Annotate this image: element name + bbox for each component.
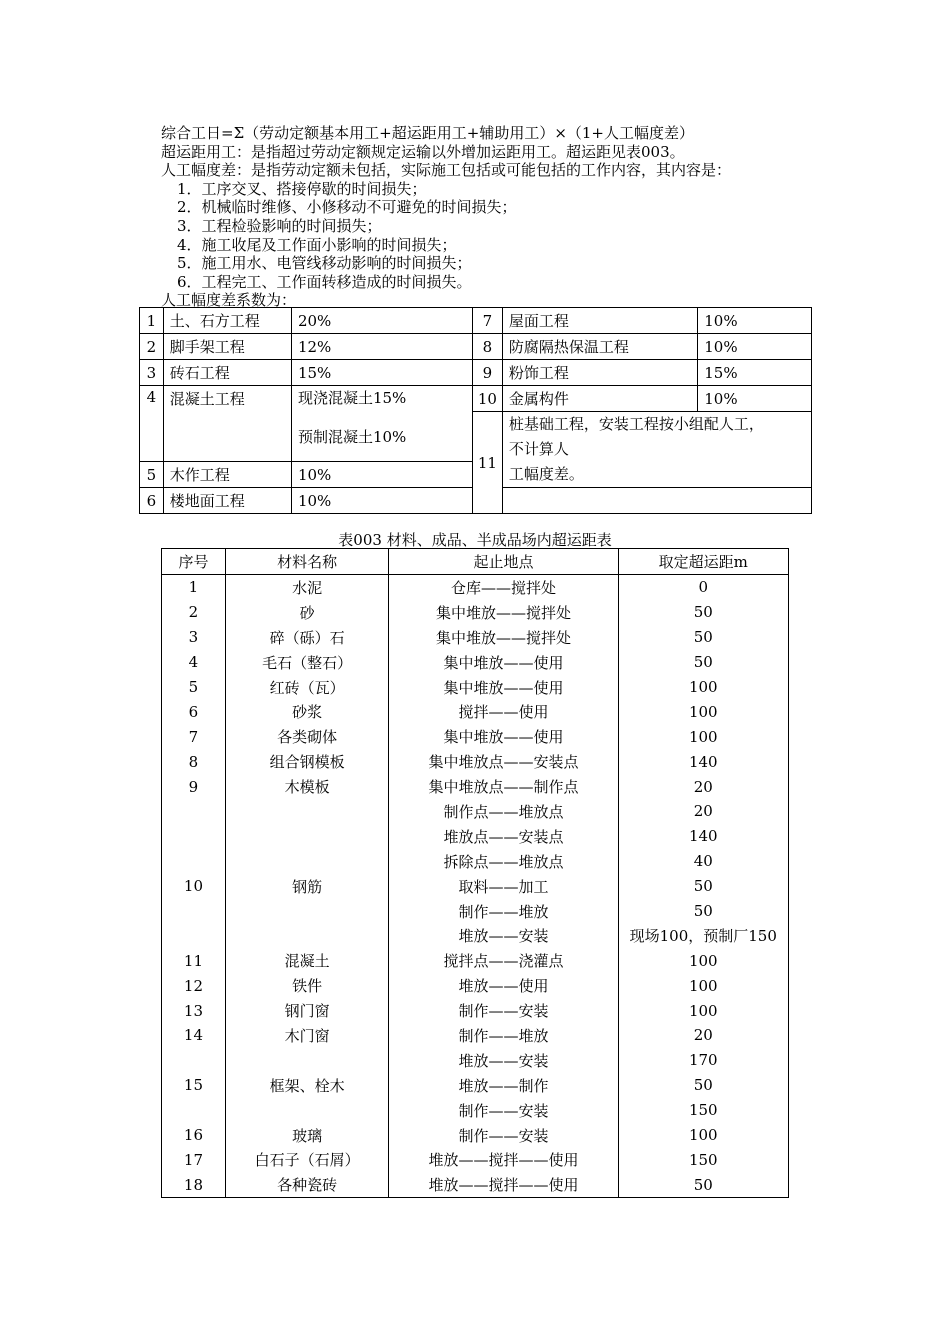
table-row <box>162 923 789 948</box>
row-number-cell: 18 <box>162 1172 226 1197</box>
distance-cell: 50 <box>618 625 788 650</box>
list-item: 3．工程检验影响的时间损失； <box>177 216 382 235</box>
table-row: 6 楼地面工程 10% <box>140 488 812 514</box>
table-row <box>162 849 789 874</box>
row-number-cell: 11 <box>162 948 226 973</box>
distance-cell: 100 <box>618 675 788 700</box>
distance-cell: 100 <box>618 699 788 724</box>
material-name-cell: 木模板 <box>225 774 389 799</box>
table-row <box>162 625 789 650</box>
list-item: 4．施工收尾及工作面小影响的时间损失； <box>177 235 457 254</box>
row-number-cell: 3 <box>162 625 226 650</box>
distance-cell: 170 <box>618 1048 788 1073</box>
header-cell: 序号 <box>162 549 226 575</box>
header-cell: 材料名称 <box>225 549 389 575</box>
material-name-cell: 各种瓷砖 <box>225 1172 389 1197</box>
row-number-cell: 2 <box>162 600 226 625</box>
table-row <box>162 724 789 749</box>
row-number-cell: 12 <box>162 973 226 998</box>
route-cell: 集中堆放点——制作点 <box>389 774 618 799</box>
route-cell: 堆放——制作 <box>389 1073 618 1098</box>
row-number-cell: 1 <box>162 575 226 600</box>
header-cell: 取定超运距m <box>618 549 788 575</box>
material-name-cell: 毛石（整石） <box>225 650 389 675</box>
table-row: 3 砖石工程 15% 9 粉饰工程 15% <box>140 360 812 386</box>
definition-line: 超运距用工：是指超过劳动定额规定运输以外增加运距用工。超运距见表003。 <box>161 142 685 161</box>
material-name-cell: 碎（砾）石 <box>225 625 389 650</box>
material-name-cell <box>225 849 389 874</box>
material-name-cell <box>225 1098 389 1123</box>
distance-cell: 50 <box>618 874 788 899</box>
route-cell: 制作——堆放 <box>389 1023 618 1048</box>
row-number-cell: 10 <box>162 874 226 899</box>
table-row: 4 混凝土工程 现浇混凝土15% 预制混凝土10% 10 金属构件 10% <box>140 386 812 412</box>
distance-cell: 20 <box>618 774 788 799</box>
material-name-cell: 混凝土 <box>225 948 389 973</box>
table-row <box>162 675 789 700</box>
material-name-cell: 铁件 <box>225 973 389 998</box>
table-row <box>162 650 789 675</box>
definition-line: 人工幅度差：是指劳动定额未包括，实际施工包括或可能包括的工作内容，其内容是： <box>161 161 732 180</box>
row-number-cell <box>162 899 226 924</box>
table-row <box>162 774 789 799</box>
table-row <box>162 600 789 625</box>
row-number-cell: 17 <box>162 1147 226 1172</box>
route-cell: 堆放点——安装点 <box>389 824 618 849</box>
distance-cell: 140 <box>618 749 788 774</box>
route-cell: 集中堆放——使用 <box>389 675 618 700</box>
distance-cell: 100 <box>618 1123 788 1148</box>
route-cell: 堆放——安装 <box>389 1048 618 1073</box>
row-number-cell: 14 <box>162 1023 226 1048</box>
table-row <box>162 1098 789 1123</box>
route-cell: 制作——堆放 <box>389 899 618 924</box>
list-item: 5．施工用水、电管线移动影响的时间损失； <box>177 254 472 273</box>
material-name-cell: 钢筋 <box>225 874 389 899</box>
table-row <box>162 799 789 824</box>
table-row <box>162 1073 789 1098</box>
row-number-cell <box>162 849 226 874</box>
intro-text <box>161 124 821 310</box>
material-name-cell: 各类砌体 <box>225 724 389 749</box>
route-cell: 集中堆放点——安装点 <box>389 749 618 774</box>
row-number-cell: 4 <box>162 650 226 675</box>
material-name-cell <box>225 899 389 924</box>
table-row: 11 桩基础工程，安装工程按小组配人工， 不计算人 工幅度差。 <box>140 412 812 462</box>
material-name-cell <box>225 1048 389 1073</box>
table-row <box>162 899 789 924</box>
table-row <box>162 699 789 724</box>
distance-cell: 50 <box>618 899 788 924</box>
material-name-cell: 组合钢模板 <box>225 749 389 774</box>
list-item: 1．工序交叉、搭接停歇的时间损失； <box>177 179 427 198</box>
row-number-cell: 8 <box>162 749 226 774</box>
distance-cell: 50 <box>618 650 788 675</box>
table-caption: 表003 材料、成品、半成品场内超运距表 <box>338 531 612 549</box>
row-number-cell: 13 <box>162 998 226 1023</box>
row-number-cell: 5 <box>162 675 226 700</box>
material-name-cell: 红砖（瓦） <box>225 675 389 700</box>
header-cell: 起止地点 <box>389 549 618 575</box>
list-item: 2．机械临时维修、小修移动不可避免的时间损失； <box>177 198 517 217</box>
distance-cell: 100 <box>618 998 788 1023</box>
material-name-cell: 框架、栓木 <box>225 1073 389 1098</box>
row-number-cell: 6 <box>162 699 226 724</box>
row-number-cell <box>162 824 226 849</box>
distance-cell: 100 <box>618 948 788 973</box>
row-number-cell: 7 <box>162 724 226 749</box>
row-number-cell <box>162 1098 226 1123</box>
route-cell: 集中堆放——使用 <box>389 724 618 749</box>
distance-cell: 140 <box>618 824 788 849</box>
table-row <box>162 973 789 998</box>
distance-table <box>161 548 789 1198</box>
material-name-cell: 钢门窗 <box>225 998 389 1023</box>
material-name-cell: 玻璃 <box>225 1123 389 1148</box>
route-cell: 集中堆放——使用 <box>389 650 618 675</box>
material-name-cell <box>225 824 389 849</box>
distance-cell: 50 <box>618 1073 788 1098</box>
table-header-row <box>162 549 789 575</box>
route-cell: 取料——加工 <box>389 874 618 899</box>
route-cell: 搅拌——使用 <box>389 699 618 724</box>
distance-cell: 现场100，预制厂150 <box>618 923 788 948</box>
distance-cell: 20 <box>618 799 788 824</box>
concrete-values: 现浇混凝土15% 预制混凝土10% <box>291 386 472 462</box>
table-row <box>162 749 789 774</box>
formula-line: 综合工日=Σ（劳动定额基本用工+超运距用工+辅助用工）×（1+人工幅度差） <box>161 124 694 142</box>
row-number-cell: 9 <box>162 774 226 799</box>
row-number-cell: 15 <box>162 1073 226 1098</box>
table-row <box>162 575 789 600</box>
coefficient-table <box>139 307 812 514</box>
material-name-cell: 白石子（石屑） <box>225 1147 389 1172</box>
table-row: 5 木作工程 10% <box>140 462 812 488</box>
list-item: 6．工程完工、工作面转移造成的时间损失。 <box>177 272 472 291</box>
distance-cell: 50 <box>618 600 788 625</box>
distance-cell: 40 <box>618 849 788 874</box>
table-row <box>162 1048 789 1073</box>
pile-note: 桩基础工程，安装工程按小组配人工， 不计算人 工幅度差。 <box>502 412 811 488</box>
distance-cell: 150 <box>618 1098 788 1123</box>
material-name-cell: 砂 <box>225 600 389 625</box>
material-name-cell: 水泥 <box>225 575 389 600</box>
route-cell: 制作——安装 <box>389 998 618 1023</box>
table-row <box>162 1172 789 1197</box>
table-row: 1 土、石方工程 20% 7 屋面工程 10% <box>140 308 812 334</box>
material-name-cell: 木门窗 <box>225 1023 389 1048</box>
distance-cell: 20 <box>618 1023 788 1048</box>
row-number-cell: 16 <box>162 1123 226 1148</box>
route-cell: 堆放——使用 <box>389 973 618 998</box>
distance-cell: 100 <box>618 724 788 749</box>
table-row <box>162 874 789 899</box>
route-cell: 堆放——搅拌——使用 <box>389 1172 618 1197</box>
route-cell: 堆放——安装 <box>389 923 618 948</box>
route-cell: 制作——安装 <box>389 1098 618 1123</box>
route-cell: 制作点——堆放点 <box>389 799 618 824</box>
coef-title: 人工幅度差系数为： <box>161 291 297 310</box>
distance-cell: 50 <box>618 1172 788 1197</box>
distance-cell: 0 <box>618 575 788 600</box>
table-row <box>162 824 789 849</box>
material-name-cell: 砂浆 <box>225 699 389 724</box>
row-number-cell <box>162 1048 226 1073</box>
row-number-cell <box>162 923 226 948</box>
route-cell: 仓库——搅拌处 <box>389 575 618 600</box>
material-name-cell <box>225 923 389 948</box>
table-row: 2 脚手架工程 12% 8 防腐隔热保温工程 10% <box>140 334 812 360</box>
table-row <box>162 948 789 973</box>
route-cell: 搅拌点——浇灌点 <box>389 948 618 973</box>
row-number-cell <box>162 799 226 824</box>
route-cell: 拆除点——堆放点 <box>389 849 618 874</box>
table-row <box>162 1147 789 1172</box>
material-name-cell <box>225 799 389 824</box>
table-row <box>162 1023 789 1048</box>
route-cell: 集中堆放——搅拌处 <box>389 600 618 625</box>
route-cell: 制作——安装 <box>389 1123 618 1148</box>
table-row <box>162 1123 789 1148</box>
distance-cell: 150 <box>618 1147 788 1172</box>
route-cell: 堆放——搅拌——使用 <box>389 1147 618 1172</box>
route-cell: 集中堆放——搅拌处 <box>389 625 618 650</box>
table-row <box>162 998 789 1023</box>
distance-cell: 100 <box>618 973 788 998</box>
